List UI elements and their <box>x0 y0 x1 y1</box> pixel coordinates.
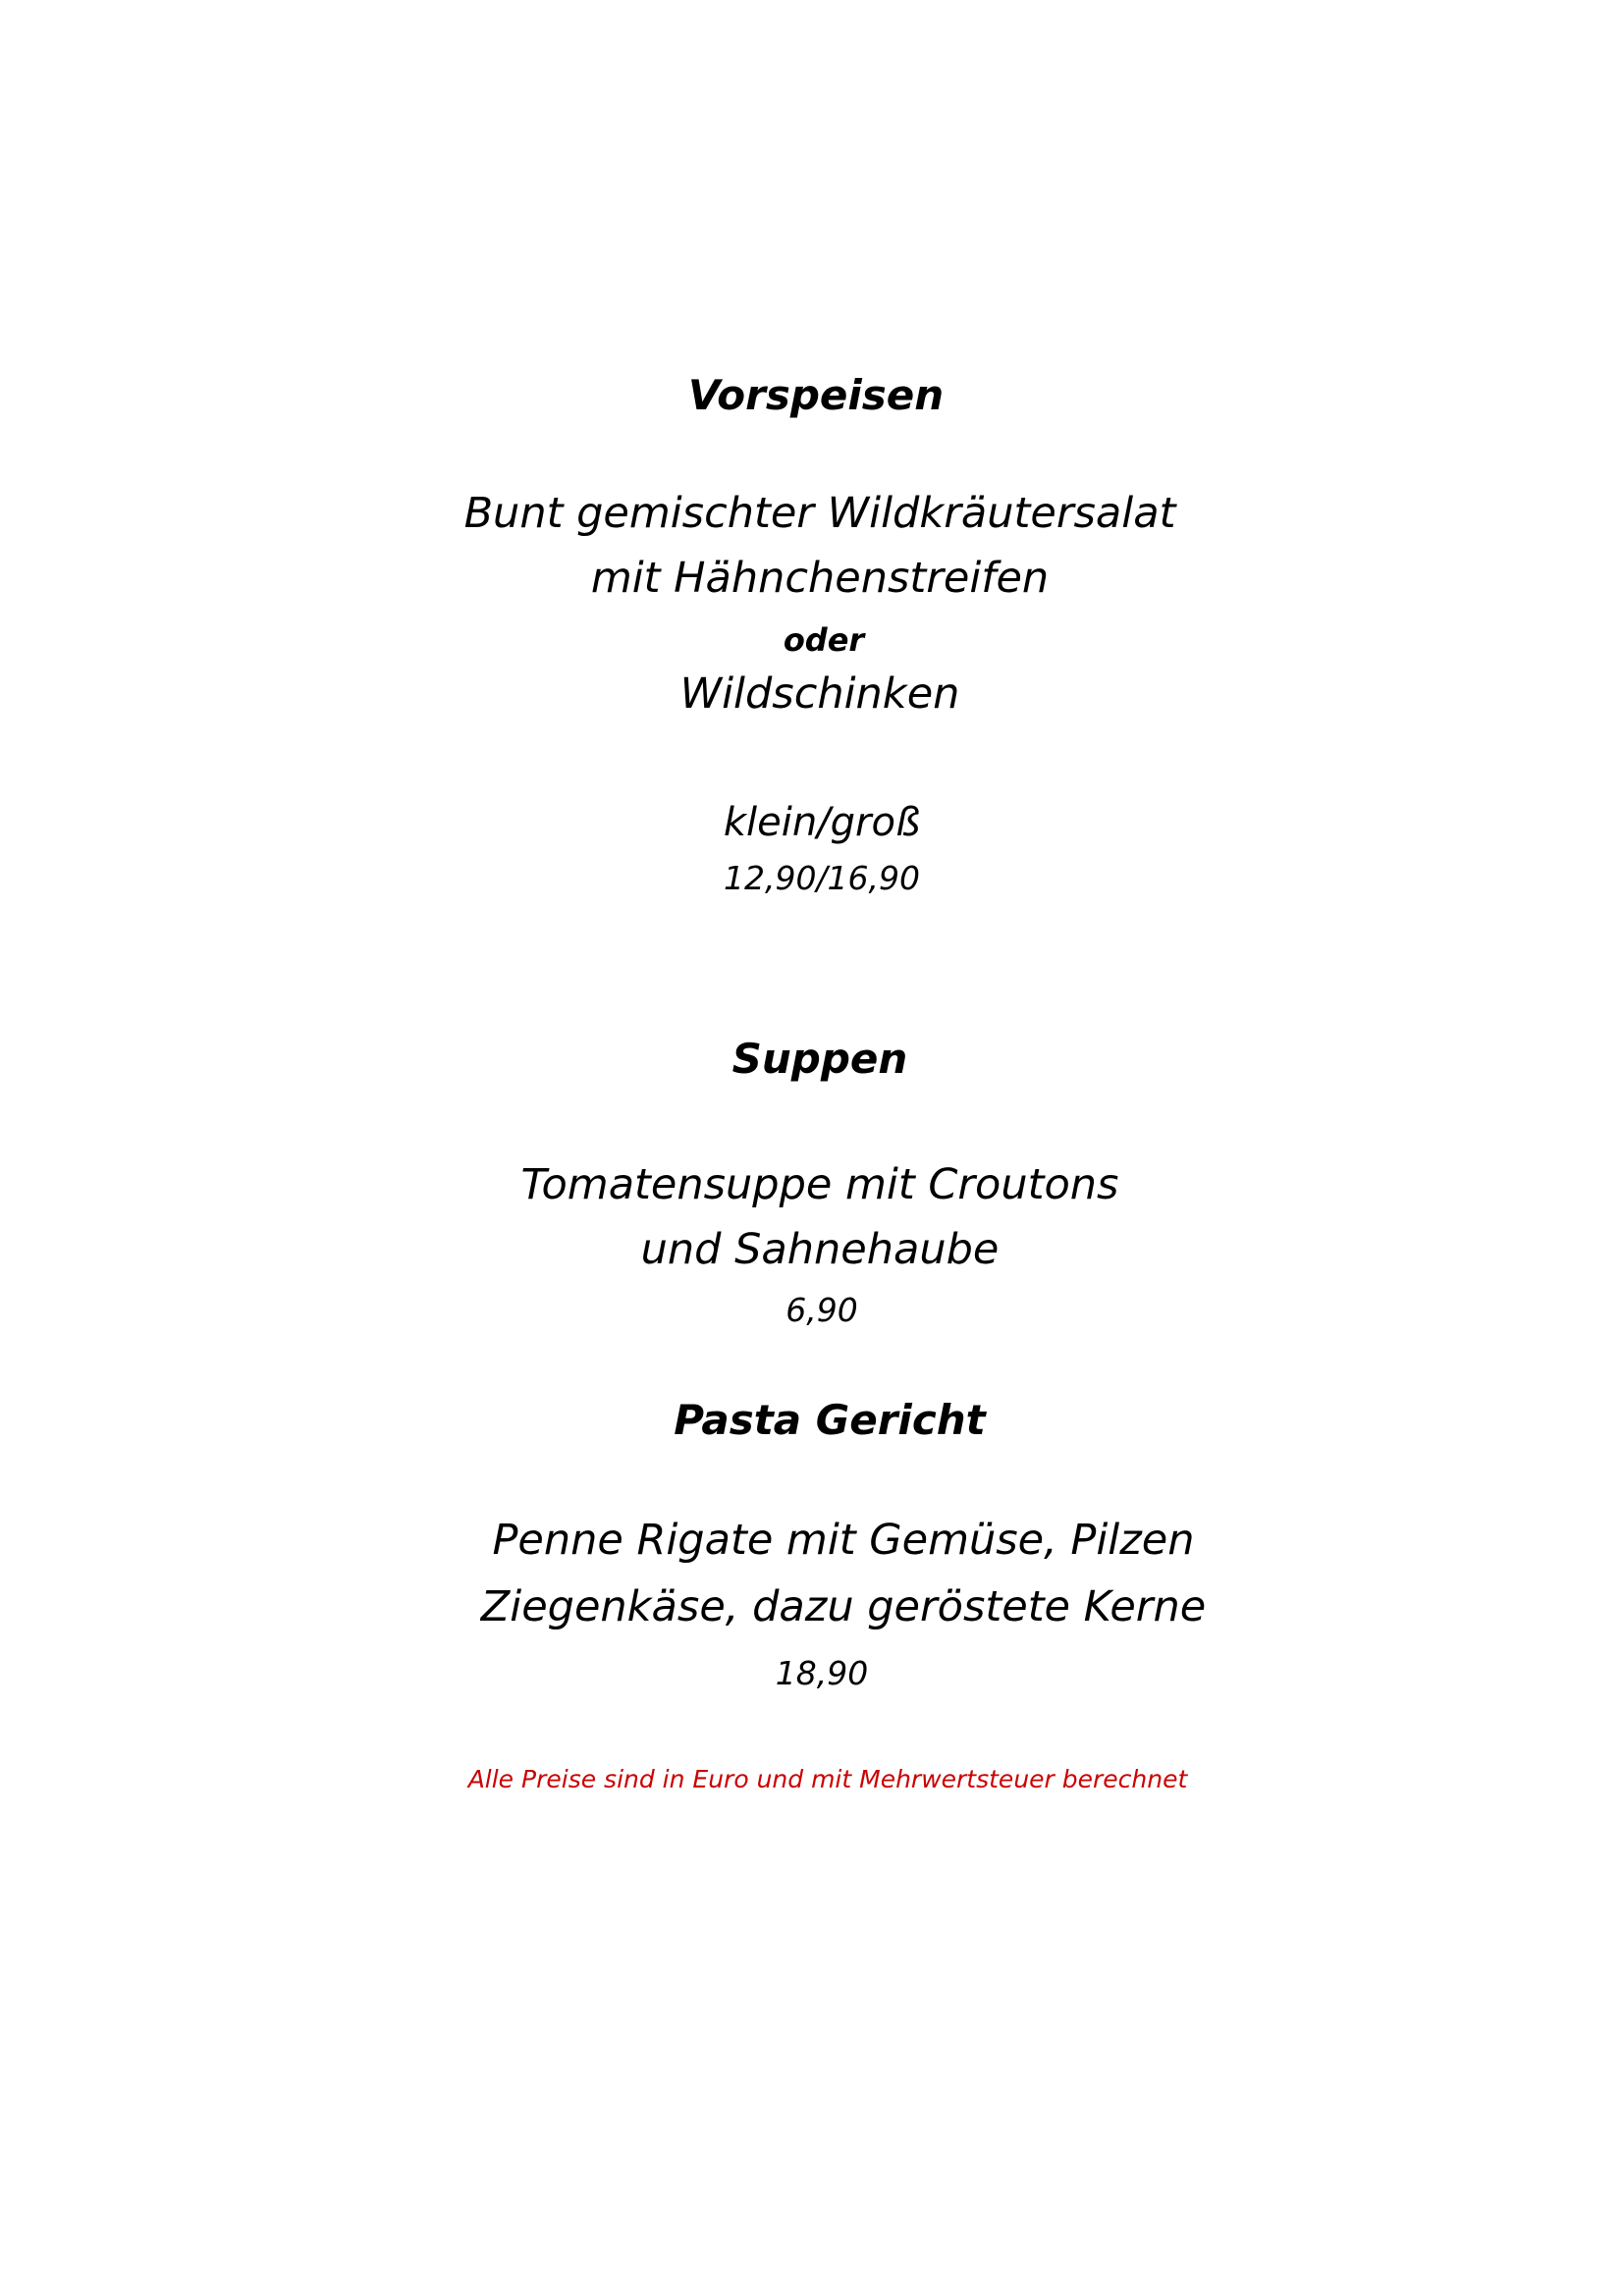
starter-separator-oder: oder <box>783 621 865 659</box>
pasta-price: 18,90 <box>775 1654 869 1692</box>
starter-size-label: klein/groß <box>723 800 921 845</box>
starter-dish-line-1: Bunt gemischter Wildkräutersalat <box>463 489 1176 538</box>
section-heading-soups: Suppen <box>731 1035 908 1083</box>
pasta-dish-line-2: Ziegenkäse, dazu geröstete Kerne <box>480 1582 1207 1631</box>
starter-dish-alternative: Wildschinken <box>679 669 960 719</box>
section-heading-pasta: Pasta Gericht <box>674 1396 986 1444</box>
price-note: Alle Preise sind in Euro und mit Mehrwertsteuer berechnet <box>467 1765 1188 1793</box>
soup-price: 6,90 <box>785 1291 858 1329</box>
pasta-dish-line-1: Penne Rigate mit Gemüse, Pilzen <box>492 1516 1195 1565</box>
starter-price: 12,90/16,90 <box>723 859 921 897</box>
starter-dish-line-2: mit Hähnchenstreifen <box>590 554 1050 603</box>
section-heading-starters: Vorspeisen <box>687 371 945 419</box>
soup-dish-line-1: Tomatensuppe mit Croutons <box>520 1160 1119 1209</box>
soup-dish-line-2: und Sahnehaube <box>640 1225 1000 1274</box>
